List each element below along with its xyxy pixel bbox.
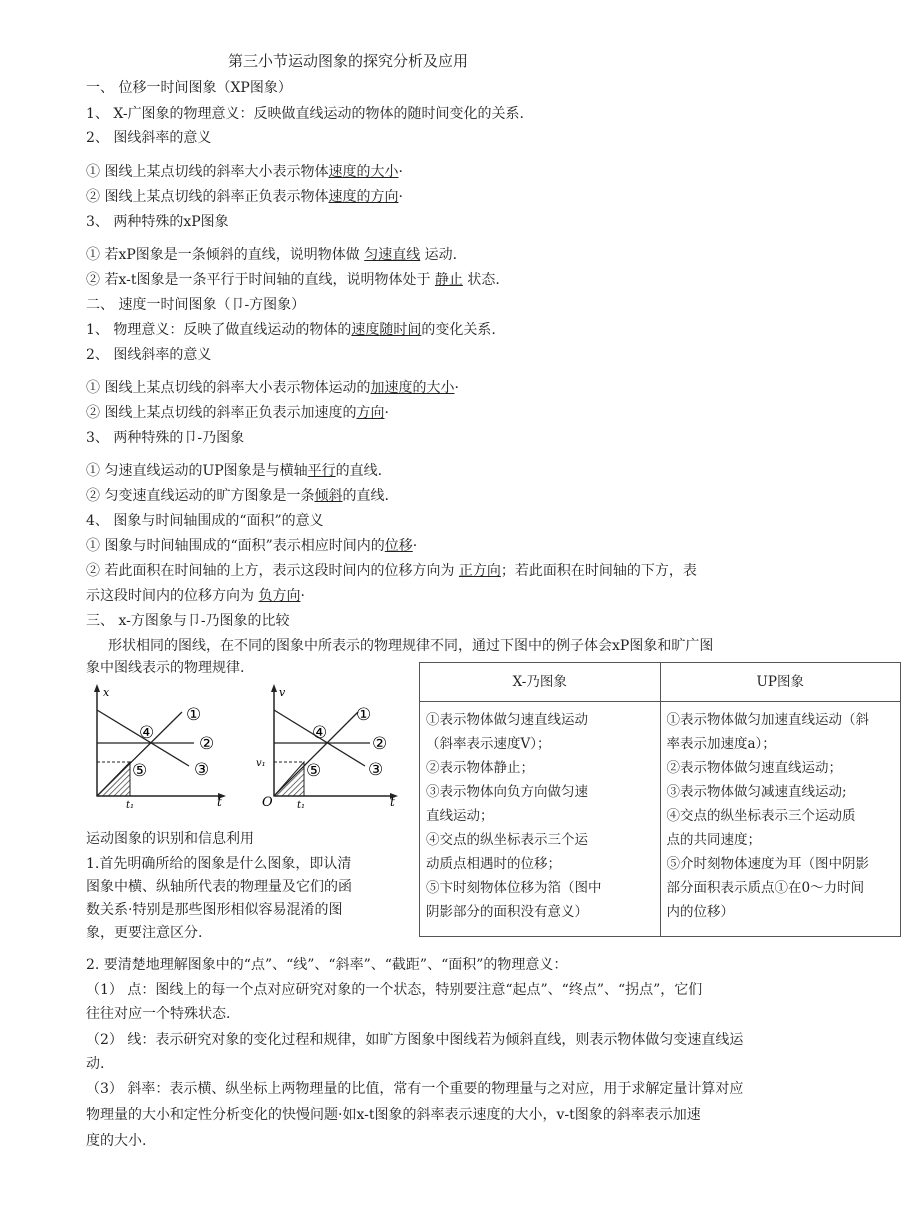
- meaning-line-line2: 动.: [86, 1056, 105, 1072]
- sec2-t2-post: 的直线.: [342, 488, 389, 504]
- sec2-item2: 2、 图线斜率的意义: [86, 347, 212, 363]
- xt-graph: [86, 682, 236, 810]
- sec2-item1-answer1: 速度: [351, 322, 380, 338]
- sec1-heading: 一、 位移一时间图象（XP图象）: [86, 80, 292, 96]
- xt-t1-label: t₁: [126, 800, 135, 810]
- meaning-point-line1: （1） 点：图线上的每一个点对应研究对象的一个状态，特别要注意“起点”、“终点”、“拐点”，它们: [86, 982, 703, 998]
- vt-label-3: ③: [368, 760, 384, 780]
- sec2-a2-answer: 正方向: [458, 563, 501, 579]
- vt-x-label: t: [390, 795, 395, 809]
- comparison-table: [419, 662, 901, 937]
- sec1-s2-answer: 速度的方向: [328, 189, 399, 205]
- sec1-s2-pre: ② 图线上某点切线的斜率正负表示物体: [86, 189, 329, 205]
- table-header-row: [420, 663, 901, 702]
- sec1-slope-sign: [86, 187, 403, 207]
- sec1-t1-pre: ① 若xP图象是一条倾斜的直线，说明物体做: [86, 247, 365, 263]
- meaning-slope-line2: 物理量的大小和定性分析变化的快慢问题·如x-t图象的斜率表示速度的大小，v-t图象的斜率表示加速: [86, 1107, 701, 1123]
- sec1-s1-post: ·: [398, 164, 403, 180]
- vt-desc-line: ⑤介时刻物体速度为耳（图中阴影: [666, 856, 869, 872]
- table-head-vt: UP图象: [660, 663, 901, 702]
- vt-desc-line: ①表示物体做匀加速直线运动（斜: [666, 712, 869, 728]
- xt-label-2: ②: [199, 734, 215, 754]
- sec2-s2-answer: 方向: [356, 405, 385, 421]
- table-cell-xt: [420, 702, 661, 937]
- table-row: [420, 702, 901, 937]
- sec2-s2-pre: ② 图线上某点切线的斜率正负表示加速度的: [86, 405, 357, 421]
- identify-line: 1.首先明确所给的图象是什么图象，即认清: [86, 856, 352, 872]
- xt-y-label: x: [103, 686, 110, 699]
- vt-desc-line: 内的位移）: [666, 904, 734, 920]
- sec1-item3: 3、 两种特殊的xP图象: [86, 214, 229, 230]
- vt-graph: [254, 682, 404, 810]
- sec2-a2-post: ；若此面积在时间轴的下方，表: [500, 563, 697, 579]
- vt-label-5: ⑤: [306, 761, 322, 781]
- sec2-s1-pre: ① 图线上某点切线的斜率大小表示物体运动的: [86, 380, 371, 396]
- vt-origin-label: O: [262, 795, 273, 810]
- sec2-a3-answer: 负方向: [258, 588, 301, 604]
- sec3-intro-line2: 象中图线表示的物理规律.: [86, 660, 245, 676]
- sec1-slope-size: [86, 162, 403, 182]
- sec2-t1-answer: 平行: [307, 463, 336, 479]
- vt-y-arrow-icon: [271, 684, 277, 692]
- identify-line: 数关系·特别是那些图形相似容易混淆的图: [86, 902, 343, 918]
- sec2-slope-sign: [86, 403, 389, 423]
- vt-t1-label: t₁: [297, 800, 306, 810]
- sec1-t1-answer: 匀速直线: [364, 247, 421, 263]
- sec1-s1-pre: ① 图线上某点切线的斜率大小表示物体: [86, 164, 329, 180]
- sec2-t2-pre: ② 匀变速直线运动的旷方图象是一条: [86, 488, 315, 504]
- sec2-item1: [86, 320, 496, 340]
- vt-desc-line: ④交点的纵坐标表示三个运动质: [666, 808, 856, 824]
- xt-label-1: ①: [186, 705, 202, 725]
- xt-label-5: ⑤: [132, 761, 148, 781]
- vt-label-1: ①: [356, 705, 372, 725]
- sec2-a2-pre: ② 若此面积在时间轴的上方，表示这段时间内的位移方向为: [86, 563, 459, 579]
- identify-paragraph: [86, 853, 352, 945]
- sec2-a1-post: ·: [412, 538, 418, 554]
- sec2-s1-answer: 加速度的大小: [370, 380, 455, 396]
- table-cell-vt: [660, 702, 901, 937]
- sec1-t2-answer: 静止: [434, 272, 463, 288]
- xt-desc-line: ②表示物体静止；: [426, 760, 534, 776]
- vt-label-2: ②: [372, 734, 388, 754]
- sec1-t2-pre: ② 若x-t图象是一条平行于时间轴的直线，说明物体处于: [86, 272, 435, 288]
- meaning-heading: 2. 要清楚地理解图象中的“点”、“线”、“斜率”、“截距”、“面积”的物理意义：: [86, 957, 568, 973]
- vt-desc-line: 部分面积表示质点①在0～力时间: [666, 880, 865, 896]
- xt-label-4: ④: [139, 723, 155, 743]
- sec1-t2-post: 状态.: [462, 272, 500, 288]
- identify-line: 象，更要注意区分.: [86, 925, 203, 941]
- xt-desc-line: ④交点的纵坐标表示三个运: [426, 832, 588, 848]
- identify-heading: 运动图象的识别和信息利用: [86, 831, 254, 847]
- vt-v1-label: v₁: [256, 758, 266, 769]
- sec2-a3-pre: 示这段时间内的位移方向为: [86, 588, 259, 604]
- sec1-item2: 2、 图线斜率的意义: [86, 130, 212, 146]
- sec1-special2: [86, 270, 500, 290]
- xt-desc-line: 直线运动；: [426, 808, 494, 824]
- sec2-a1-pre: ① 图象与时间轴围成的“面积”表示相应时间内的: [86, 538, 385, 554]
- sec1-s1-answer: 速度的大小: [328, 164, 399, 180]
- sec2-t1-pre: ① 匀速直线运动的UP图象是与横轴: [86, 463, 308, 479]
- sec2-a3-post: ·: [300, 588, 305, 604]
- sec1-special1: [86, 245, 457, 265]
- meaning-point-line2: 往往对应一个特殊状态.: [86, 1006, 231, 1022]
- sec2-s2-post: ·: [384, 405, 389, 421]
- sec2-a1-answer: 位移: [384, 538, 413, 554]
- meaning-slope-line1: （3） 斜率：表示横、纵坐标上两物理量的比值，常有一个重要的物理量与之对应，用于求解定量计算对应: [86, 1081, 744, 1097]
- sec2-t2-answer: 倾斜: [314, 488, 343, 504]
- vt-desc-line: ③表示物体做匀减速直线运动;: [666, 784, 847, 800]
- vt-label-4: ④: [312, 723, 328, 743]
- sec2-special2: [86, 486, 389, 506]
- sec2-heading: 二、 速度一时间图象（卩-方图象）: [86, 297, 306, 313]
- sec2-item3: 3、 两种特殊的卩-乃图象: [86, 430, 245, 446]
- xt-x-label: t: [217, 795, 222, 809]
- sec2-t1-post: 的直线.: [335, 463, 383, 479]
- sec3-intro-line1: 形状相同的图线，在不同的图象中所表示的物理规律不同，通过下图中的例子体会xP图象和旷广图: [108, 638, 714, 654]
- sec2-slope-size: [86, 378, 459, 398]
- identify-line: 图象中横、纵轴所代表的物理量及它们的函: [86, 879, 352, 895]
- xt-y-arrow-icon: [94, 684, 100, 692]
- vt-desc-line: 率表示加速度a）；: [666, 736, 776, 752]
- xt-desc-line: ③表示物体向负方向做匀速: [426, 784, 588, 800]
- xt-desc-line: ①表示物体做匀速直线运动: [426, 712, 588, 728]
- vt-desc-line: 点的共同速度；: [666, 832, 761, 848]
- xt-desc-line: 动质点相遇时的位移；: [426, 856, 561, 872]
- sec2-area3: [86, 586, 305, 606]
- xt-desc-line: 阴影部分的面积没有意义）: [426, 904, 588, 920]
- sec1-s2-post: ·: [398, 189, 403, 205]
- sec2-item1-post: 的变化关系.: [421, 322, 496, 338]
- sec1-t1-post: 运动.: [420, 247, 458, 263]
- page-title: 第三小节运动图象的探究分析及应用: [228, 52, 469, 70]
- meaning-slope-line3: 度的大小.: [86, 1133, 147, 1149]
- xt-desc-line: ⑤卞时刻物体位移为箔（图中: [426, 880, 602, 896]
- sec2-special1: [86, 461, 382, 481]
- meaning-line-line1: （2） 线：表示研究对象的变化过程和规律，如旷方图象中图线若为倾斜直线，则表示物体做匀变速直线运: [86, 1032, 744, 1048]
- sec2-item1-answer2: 随时间: [379, 322, 422, 338]
- xt-label-3: ③: [194, 760, 210, 780]
- sec2-area2: [86, 561, 697, 581]
- sec2-s1-post: ·: [454, 380, 459, 396]
- sec1-item1: 1、 X-广图象的物理意义：反映做直线运动的物体的随时间变化的关系.: [86, 106, 525, 122]
- sec2-item1-pre: 1、 物理意义：反映了做直线运动的物体的: [86, 322, 352, 338]
- sec2-item4: 4、 图象与时间轴围成的“面积”的意义: [86, 513, 324, 529]
- xt-desc-line: （斜率表示速度V）；: [426, 736, 551, 752]
- vt-y-label: v: [279, 686, 286, 699]
- sec3-heading: 三、 x-方图象与卩-乃图象的比较: [86, 613, 290, 629]
- sec2-area1: [86, 536, 417, 556]
- table-head-xt: X-乃图象: [420, 663, 661, 702]
- vt-desc-line: ②表示物体做匀速直线运动；: [666, 760, 842, 776]
